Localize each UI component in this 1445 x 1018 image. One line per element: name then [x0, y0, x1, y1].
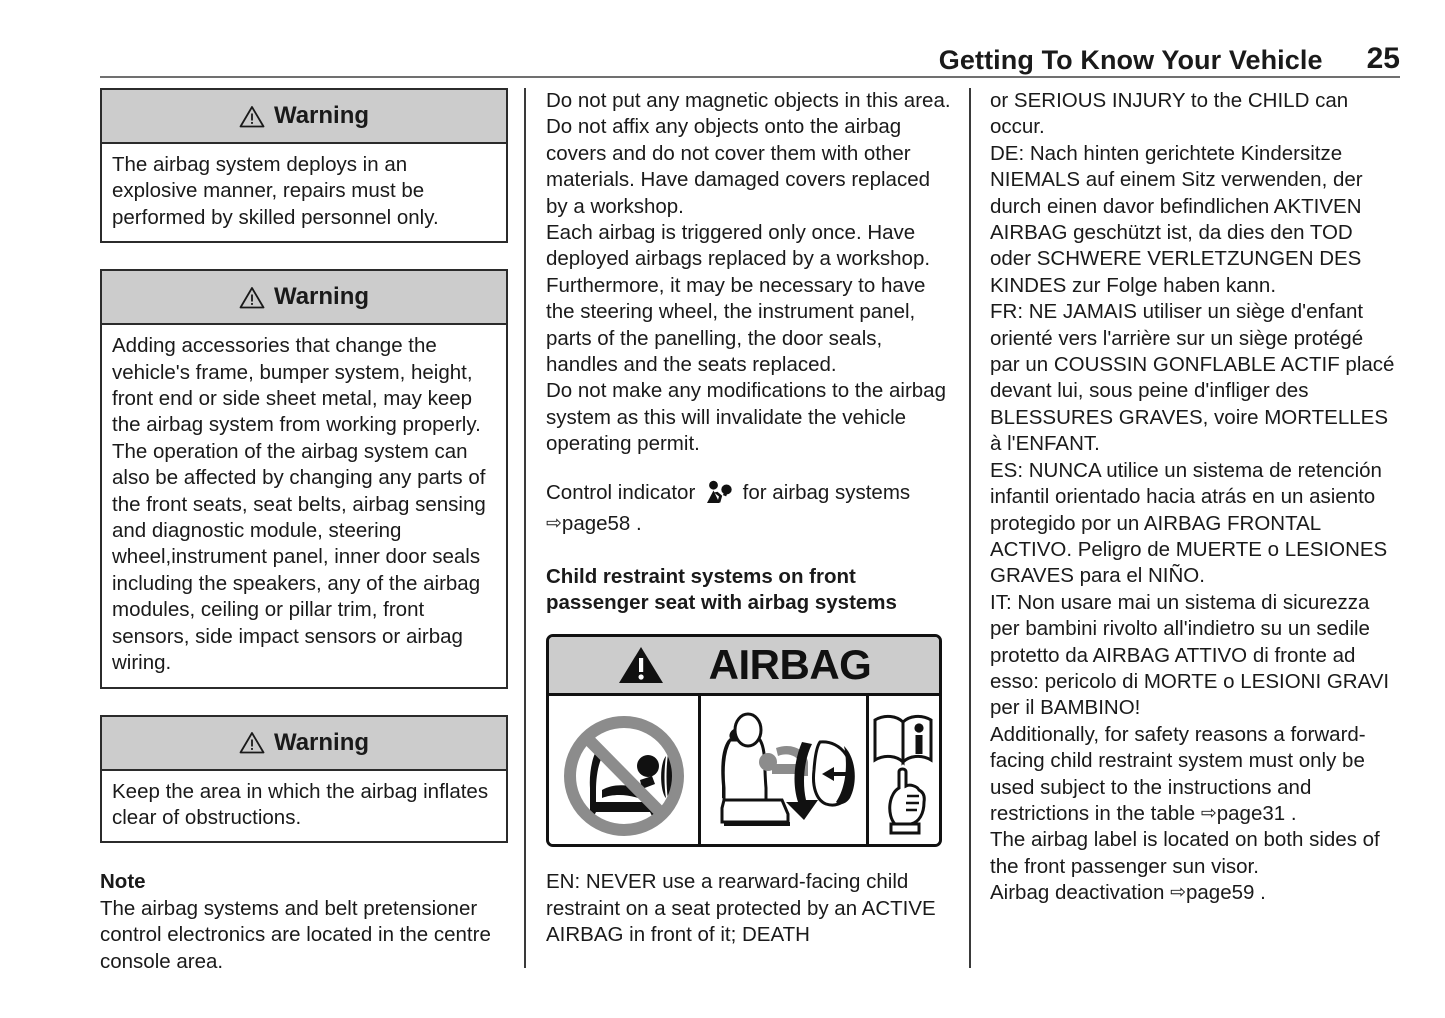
panel-no-rearward-facing-child-seat — [549, 696, 701, 844]
airbag-control-indicator-icon — [704, 480, 734, 511]
deactivation-xref[interactable]: page59 . — [1186, 881, 1266, 905]
xref-arrow-icon: ⇨ — [1200, 802, 1217, 824]
warning-box-3 — [100, 715, 508, 844]
page-number: 25 — [1366, 42, 1400, 75]
middle-paragraph-4: Do not make any modifications to the airbag system as this will invalidate the vehicle operating permit. — [546, 379, 946, 456]
airbag-warning-label — [546, 634, 942, 847]
control-indicator-line — [546, 480, 954, 538]
note-heading: Note — [100, 870, 146, 894]
page-header — [100, 34, 1400, 74]
page-title: Getting To Know Your Vehicle — [938, 45, 1323, 75]
right-paragraph-es: ES: NUNCA utilice un sistema de retención infantil orientado hacia atrás en un asiento protegido por un AIRBAG FRONTAL ACTIVO. Peligro de MUERTE o LESIONES GRAVES para el NIÑO. — [990, 458, 1388, 588]
warning-box-1-header — [102, 90, 506, 144]
right-paragraph-label-location: The airbag label is located on both sides of the front passenger sun visor. — [990, 828, 1380, 878]
panel-consult-manual — [869, 696, 939, 844]
filled-warning-triangle-icon — [617, 644, 665, 686]
note-block — [100, 869, 508, 975]
header-rule — [100, 76, 1400, 78]
deactivation-text: Airbag deactivation — [990, 881, 1165, 905]
xref-arrow-icon: ⇨ — [546, 513, 562, 535]
middle-paragraph-2: Do not affix any objects onto the airbag covers and do not cover them with other materials. Have damaged covers replaced by a workshop. — [546, 115, 930, 218]
xref-arrow-icon: ⇨ — [1170, 882, 1186, 904]
warning-box-2-label: Warning — [273, 283, 370, 311]
control-indicator-suffix: for airbag systems — [742, 480, 911, 504]
column-right — [990, 88, 1398, 907]
column-middle — [546, 88, 954, 949]
page-columns — [100, 88, 1400, 978]
manual-book-and-pointing-hand-icon — [869, 702, 939, 838]
right-paragraph-de: DE: Nach hinten gerichtete Kindersitze NIEMALS auf einem Sitz verwenden, der durch einen davor befindlichen AKTIVEN AIRBAG geschützt ist, da dies den TOD oder SCHWERE VERLETZUNGEN DES KINDES zur Folge haben kann. — [990, 141, 1363, 297]
warning-box-2-header — [102, 271, 506, 325]
right-paragraph-deactivation — [990, 880, 1398, 906]
right-paragraph-it: IT: Non usare mai un sistema di sicurezza per bambini rivolto all'indietro su un sedile protetto da AIRBAG ATTIVO di fronte ad esso: pericolo di MORTE o LESIONI GRAVI per il BAMBINO! — [990, 590, 1390, 720]
warning-triangle-icon — [239, 731, 265, 754]
airbag-label-panels — [549, 696, 939, 844]
warning-triangle-icon — [239, 286, 265, 309]
airbag-label-header — [549, 637, 939, 696]
middle-paragraph-1: Do not put any magnetic objects in this area. — [546, 89, 951, 112]
child-restraint-section-heading: Child restraint systems on front passenger seat with airbag systems — [546, 564, 897, 614]
warning-box-1 — [100, 88, 508, 243]
warning-box-2 — [100, 269, 508, 688]
airbag-deployment-icon — [708, 704, 860, 836]
right-paragraph-fr: FR: NE JAMAIS utiliser un siège d'enfant orienté vers l'arrière sur un siège protégé par un COUSSIN GONFLABLE ACTIF placé devant lui, sous peine d'infliger des BLESSURES GRAVES, voire MORTELLES à l'ENFANT. — [990, 300, 1395, 456]
note-text: The airbag systems and belt pretensioner control electronics are located in the centre console area. — [100, 896, 491, 973]
additional-text: Additionally, for safety reasons a forward-facing child restraint system must only be used subject to the instructions and restrictions in the table — [990, 722, 1366, 825]
column-left — [100, 88, 508, 975]
warning-box-3-text: Keep the area in which the airbag inflates clear of obstructions. — [112, 779, 489, 829]
control-indicator-xref[interactable]: page58 . — [561, 512, 642, 536]
airbag-label-title: AIRBAG — [708, 641, 872, 689]
warning-box-3-label: Warning — [273, 728, 370, 756]
control-indicator-prefix: Control indicator — [546, 480, 696, 504]
warning-triangle-icon — [239, 105, 265, 128]
column-divider-right — [969, 88, 971, 968]
column-divider-left — [524, 88, 526, 968]
middle-paragraph-3: Each airbag is triggered only once. Have deployed airbags replaced by a workshop. Furthermore, it may be necessary to have the steering wheel, the instrument panel, parts of the panelling, the door seals, handles and the seats replaced. — [546, 221, 931, 377]
warning-box-2-text: Adding accessories that change the vehicle's frame, bumper system, height, front end or side sheet metal, may keep the airbag system from working properly. The operation of the airbag system can also be affected by changing any parts of the front seats, seat belts, airbag sensing and diagnostic module, steering wheel,instrument panel, inner door seals including the speakers, any of the airbag modules, ceiling or pillar trim, front sensors, side impact sensors or airbag wiring. — [112, 334, 486, 675]
warning-box-1-text: The airbag system deploys in an explosive manner, repairs must be performed by skilled personnel only. — [112, 153, 439, 229]
additional-xref[interactable]: page31 . — [1216, 801, 1297, 825]
right-paragraph-en-continued: or SERIOUS INJURY to the CHILD can occur. — [990, 89, 1349, 139]
right-paragraph-additional — [990, 722, 1398, 828]
no-rearward-child-seat-icon — [556, 704, 692, 836]
panel-airbag-deployment-seat — [701, 696, 869, 844]
warning-box-3-header — [102, 717, 506, 771]
airbag-label-caption: EN: NEVER use a rearward-facing child restraint on a seat protected by an ACTIVE AIRBAG in front of it; DEATH — [546, 870, 936, 947]
warning-box-1-label: Warning — [273, 102, 370, 129]
